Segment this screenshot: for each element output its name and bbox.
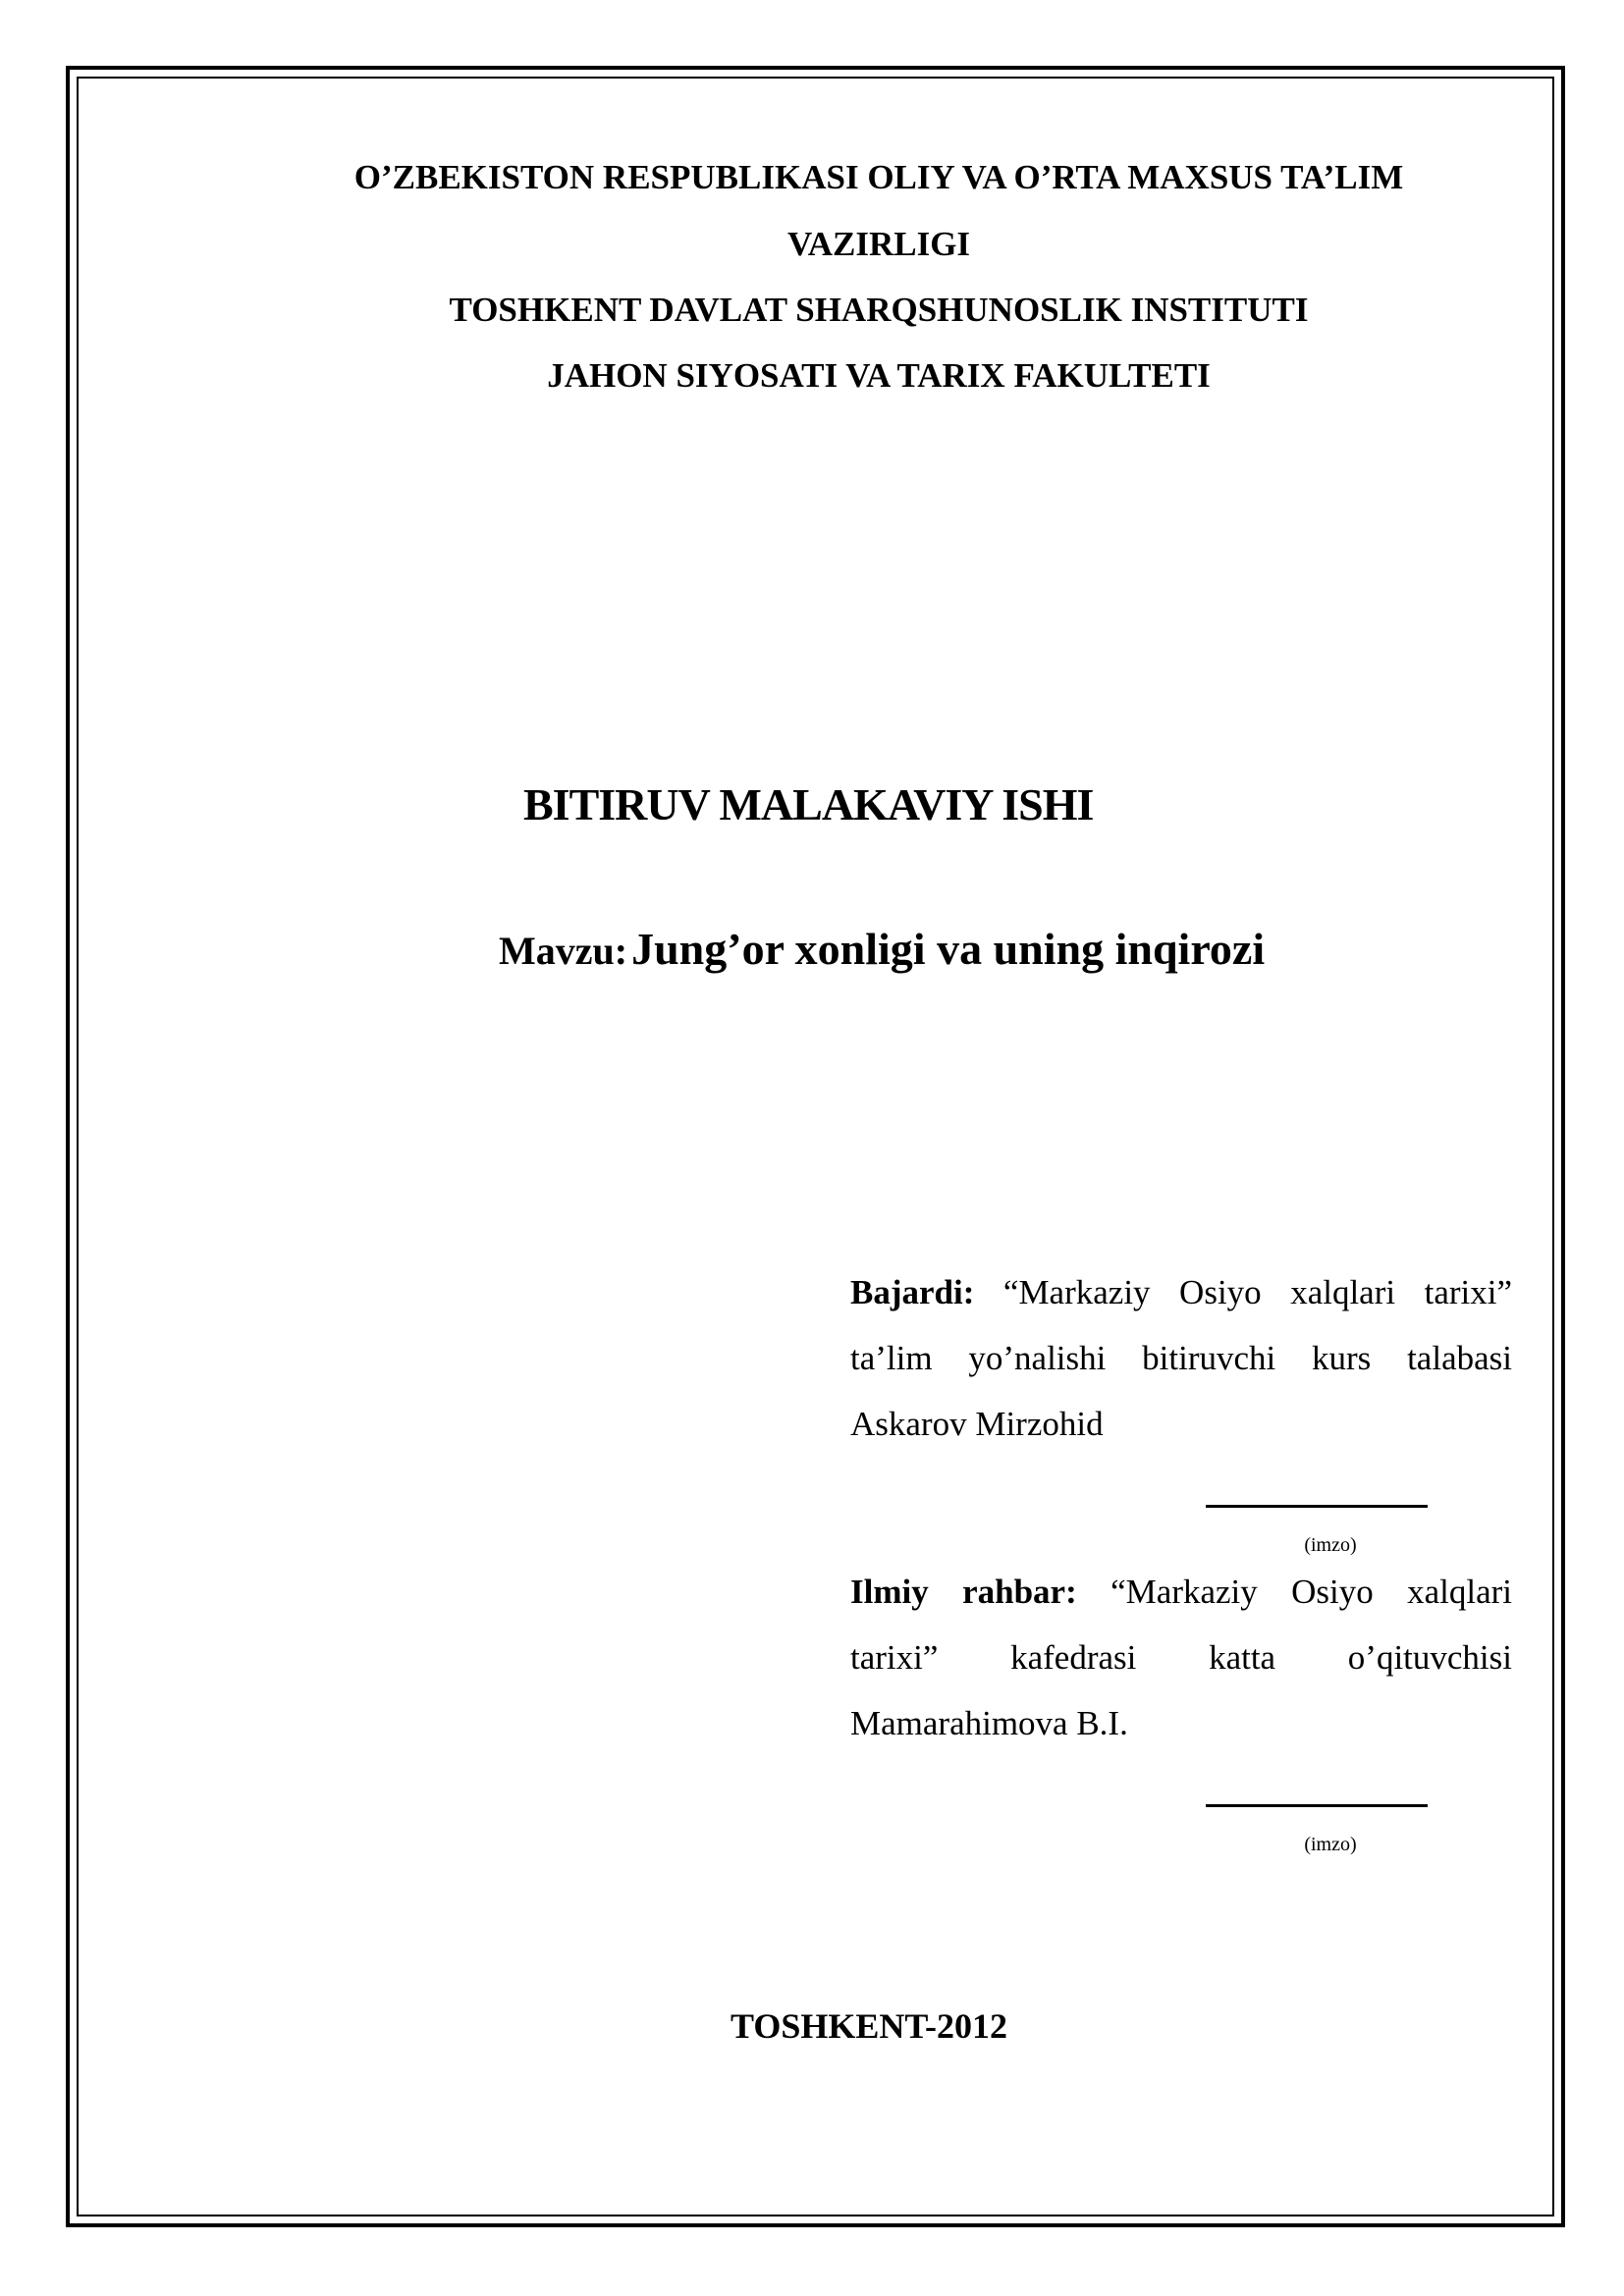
author-line1-text: “Markaziy Osiyo xalqlari tarixi” (1002, 1273, 1512, 1311)
author-line-2: ta’lim yo’nalishi bitiruvchi kurs talabasi (850, 1339, 1512, 1377)
city-year: TOSHKENT-2012 (730, 2006, 1008, 2046)
ministry-title-line1: O’ZBEKISTON RESPUBLIKASI OLIY VA O’RTA MAXSUS TA’LIM (353, 158, 1404, 196)
supervisor-block (850, 1559, 1512, 1756)
supervisor-label: Ilmiy rahbar: (850, 1573, 1077, 1611)
supervisor-line1-text: “Markaziy Osiyo xalqlari (1110, 1573, 1513, 1611)
supervisor-name: Mamarahimova B.I. (850, 1704, 1128, 1742)
supervisor-signature-line (1206, 1804, 1428, 1807)
page-border-inner (77, 77, 1554, 2216)
supervisor-signature-caption: (imzo) (1304, 1834, 1357, 1855)
author-label: Bajardi: (850, 1273, 975, 1311)
ministry-title-line2: VAZIRLIGI (786, 225, 971, 263)
institute-title: TOSHKENT DAVLAT SHARQSHUNOSLIK INSTITUTI (449, 291, 1309, 329)
faculty-title: JAHON SIYOSATI VA TARIX FAKULTETI (547, 356, 1211, 395)
author-line-1 (850, 1259, 1512, 1325)
author-name: Askarov Mirzohid (850, 1405, 1104, 1443)
supervisor-line-2: tarixi” kafedrasi katta o’qituvchisi (850, 1638, 1512, 1677)
work-title: BITIRUV MALAKAVIY ISHI (523, 779, 1094, 829)
topic (499, 923, 1265, 975)
supervisor-line-1 (850, 1559, 1512, 1625)
author-signature-line (1206, 1505, 1428, 1508)
author-block (850, 1259, 1512, 1457)
author-signature-caption: (imzo) (1304, 1534, 1357, 1556)
topic-text: Jung’or xonligi va uning inqirozi (631, 924, 1266, 974)
topic-label: Mavzu: (499, 929, 628, 973)
